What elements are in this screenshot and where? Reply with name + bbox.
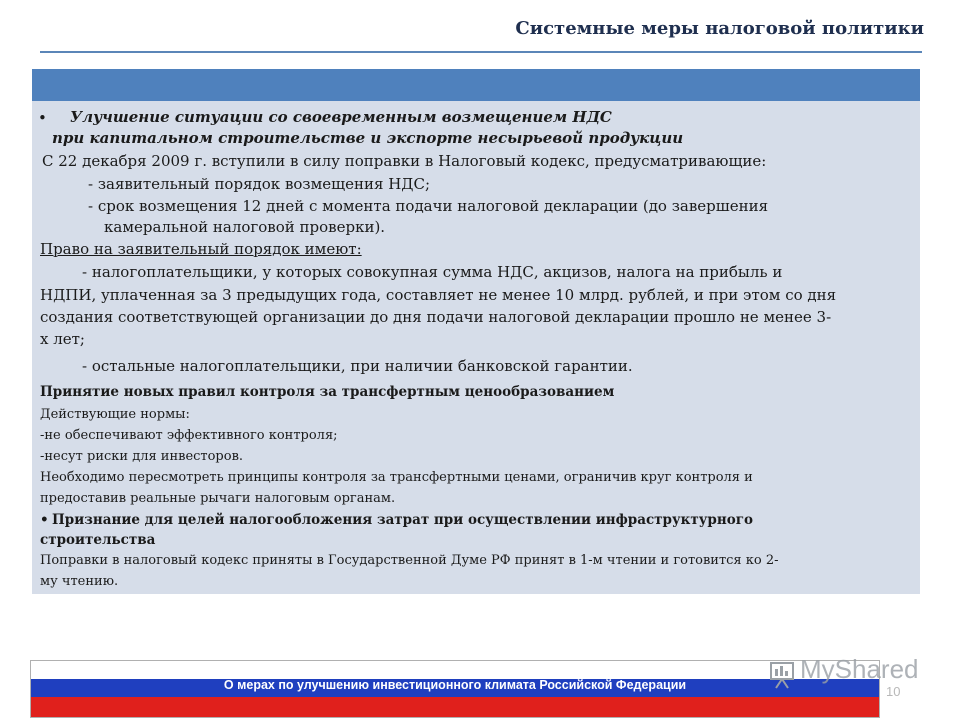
right-item1-line1: - налогоплательщики, у которых совокупная сумма НДС, акцизов, налога на прибыль и xyxy=(82,263,783,281)
title-underline xyxy=(40,51,922,53)
presentation-icon xyxy=(768,660,796,690)
bullet-dot-3: • xyxy=(40,512,49,528)
bullet2-line5: предоставив реальные рычаги налоговым органам. xyxy=(40,491,396,506)
bullet2-line1: Действующие нормы: xyxy=(40,407,190,422)
right-heading: Право на заявительный порядок имеют: xyxy=(40,240,362,258)
header-bar xyxy=(32,69,920,101)
bullet2-line3: -несут риски для инвесторов. xyxy=(40,449,244,464)
bullet3-heading-line1: Признание для целей налогообложения затрат при осуществлении инфраструктурного xyxy=(52,512,753,528)
page-number: 10 xyxy=(886,684,901,699)
bullet2-line2: -не обеспечивают эффективного контроля; xyxy=(40,428,338,443)
bullet1-item1: - заявительный порядок возмещения НДС; xyxy=(88,175,430,193)
slide-title: Системные меры налоговой политики xyxy=(515,18,924,39)
watermark-text: MyShared xyxy=(800,654,919,684)
flag-stripe-white xyxy=(31,661,879,679)
bullet3-line2: му чтению. xyxy=(40,574,119,589)
bullet1-item2-line1: - срок возмещения 12 дней с момента подачи налоговой декларации (до завершения xyxy=(88,197,769,215)
right-item1-line3: создания соответствующей организации до дня подачи налоговой декларации прошло не менее 3- xyxy=(40,308,832,326)
right-item1-line4: х лет; xyxy=(40,330,85,348)
right-item1-line2: НДПИ, уплаченная за 3 предыдущих года, составляет не менее 10 млрд. рублей, и при этом со дня xyxy=(40,286,837,304)
bullet1-heading-line1: Улучшение ситуации со своевременным возмещением НДС xyxy=(70,108,612,126)
bullet1-heading-line2: при капитальном строительстве и экспорте несырьевой продукции xyxy=(52,129,684,147)
footer-text: О мерах по улучшению инвестиционного климата Российской Федерации xyxy=(223,678,687,692)
bullet1-item2-line2: камеральной налоговой проверки). xyxy=(104,218,386,236)
bullet-dot-1: • xyxy=(38,109,47,127)
bullet3-line1: Поправки в налоговый кодекс приняты в Государственной Думе РФ принят в 1-м чтении и готовится ко 2- xyxy=(40,553,779,568)
bullet1-intro: С 22 декабря 2009 г. вступили в силу поправки в Налоговый кодекс, предусматривающие: xyxy=(42,152,767,170)
right-item2: - остальные налогоплательщики, при наличии банковской гарантии. xyxy=(82,357,633,375)
bullet2-line4: Необходимо пересмотреть принципы контроля за трансфертными ценами, ограничив круг контроля и xyxy=(40,470,753,485)
footer-flag xyxy=(30,660,880,718)
flag-stripe-red xyxy=(31,697,879,717)
bullet3-heading-line2: строительства xyxy=(40,532,156,548)
bullet2-heading: Принятие новых правил контроля за трансфертным ценообразованием xyxy=(40,384,615,400)
content-panel xyxy=(32,101,920,594)
